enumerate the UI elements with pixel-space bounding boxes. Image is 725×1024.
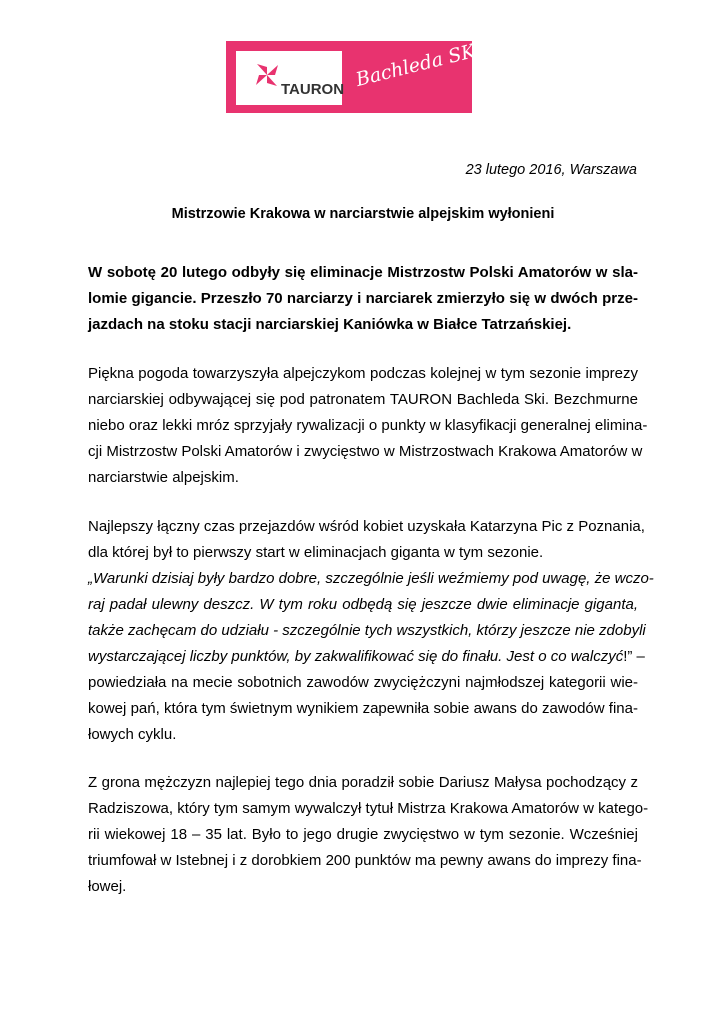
- paragraph-line: łowych cyklu.: [88, 726, 177, 743]
- bachleda-ski-logo: [353, 38, 485, 107]
- lead-line: jazdach na stoku stacji narciarskiej Kaniówka w Białce Tatrzańskiej.: [88, 316, 572, 333]
- date-line: 23 lutego 2016, Warszawa: [465, 162, 637, 178]
- tauron-logo-box: [236, 51, 345, 105]
- lead-line: W sobotę 20 lutego odbyły się eliminacje Mistrzostw Polski Amatorów w sla-: [88, 264, 638, 281]
- quote-line: także zachęcam do udziału - szczególnie tych wszystkich, którzy jeszcze nie zdobyli: [88, 622, 646, 639]
- quote-line: „Warunki dzisiaj były bardzo dobre, szczególnie jeśli weźmiemy pod uwagę, że wczo-: [88, 570, 654, 587]
- paragraph-line: Z grona mężczyzn najlepiej tego dnia poradził sobie Dariusz Małysa pochodzący z: [88, 774, 638, 791]
- lead-line: lomie gigancie. Przeszło 70 narciarzy i narciarek zmierzyło się w dwóch prze-: [88, 290, 638, 307]
- paragraph-line: narciarskiej odbywającej się pod patronatem TAURON Bachleda Ski. Bezchmurne: [88, 391, 638, 408]
- tauron-wordmark: TAURON: [281, 81, 345, 98]
- paragraph-line: narciarstwie alpejskim.: [88, 469, 239, 486]
- paragraph-line: triumfował w Istebnej i z dorobkiem 200 punktów ma pewny awans do imprezy fina-: [88, 852, 642, 869]
- paragraph-line: niebo oraz lekki mróz sprzyjały rywalizacji o punkty w klasyfikacji generalnej elimina-: [88, 417, 648, 434]
- paragraph-line: rii wiekowej 18 – 35 lat. Było to jego drugie zwycięstwo w tym sezonie. Wcześniej: [88, 826, 638, 843]
- paragraph-line: Najlepszy łączny czas przejazdów wśród kobiet uzyskała Katarzyna Pic z Poznania,: [88, 518, 645, 535]
- press-release-headline: Mistrzowie Krakowa w narciarstwie alpejskim wyłonieni: [171, 206, 555, 222]
- quote-end-italic: wystarczającej liczby punktów, by zakwalifikować się do finału. Jest o co walczyć: [88, 648, 624, 665]
- logo-banner: [226, 38, 485, 113]
- quote-line: raj padał ulewny deszcz. W tym roku odbędą się jeszcze dwie eliminacje giganta,: [88, 596, 638, 613]
- paragraph-line: kowej pań, która tym świetnym wynikiem zapewniła sobie awans do zawodów fina-: [88, 700, 638, 717]
- paragraph-line: łowej.: [88, 878, 127, 895]
- paragraph-line: Piękna pogoda towarzyszyła alpejczykom podczas kolejnej w tym sezonie imprezy: [88, 365, 638, 382]
- paragraph-line: Radziszowa, który tym samym wywalczył tytuł Mistrza Krakowa Amatorów w katego-: [88, 800, 649, 817]
- tauron-mark-icon: [253, 61, 281, 89]
- quote-end-line: [88, 647, 645, 666]
- paragraph-line: powiedziała na mecie sobotnich zawodów zwyciężczyni najmłodszej kategorii wie-: [88, 674, 638, 691]
- paragraph-line: dla której był to pierwszy start w eliminacjach giganta w tym sezonie.: [88, 544, 544, 561]
- paragraph-line: cji Mistrzostw Polski Amatorów i zwycięstwo w Mistrzostwach Krakowa Amatorów w: [88, 443, 643, 460]
- quote-end-rest: !” –: [623, 648, 645, 665]
- bachleda-ski-wordmark: Bachleda SKI: [353, 38, 485, 91]
